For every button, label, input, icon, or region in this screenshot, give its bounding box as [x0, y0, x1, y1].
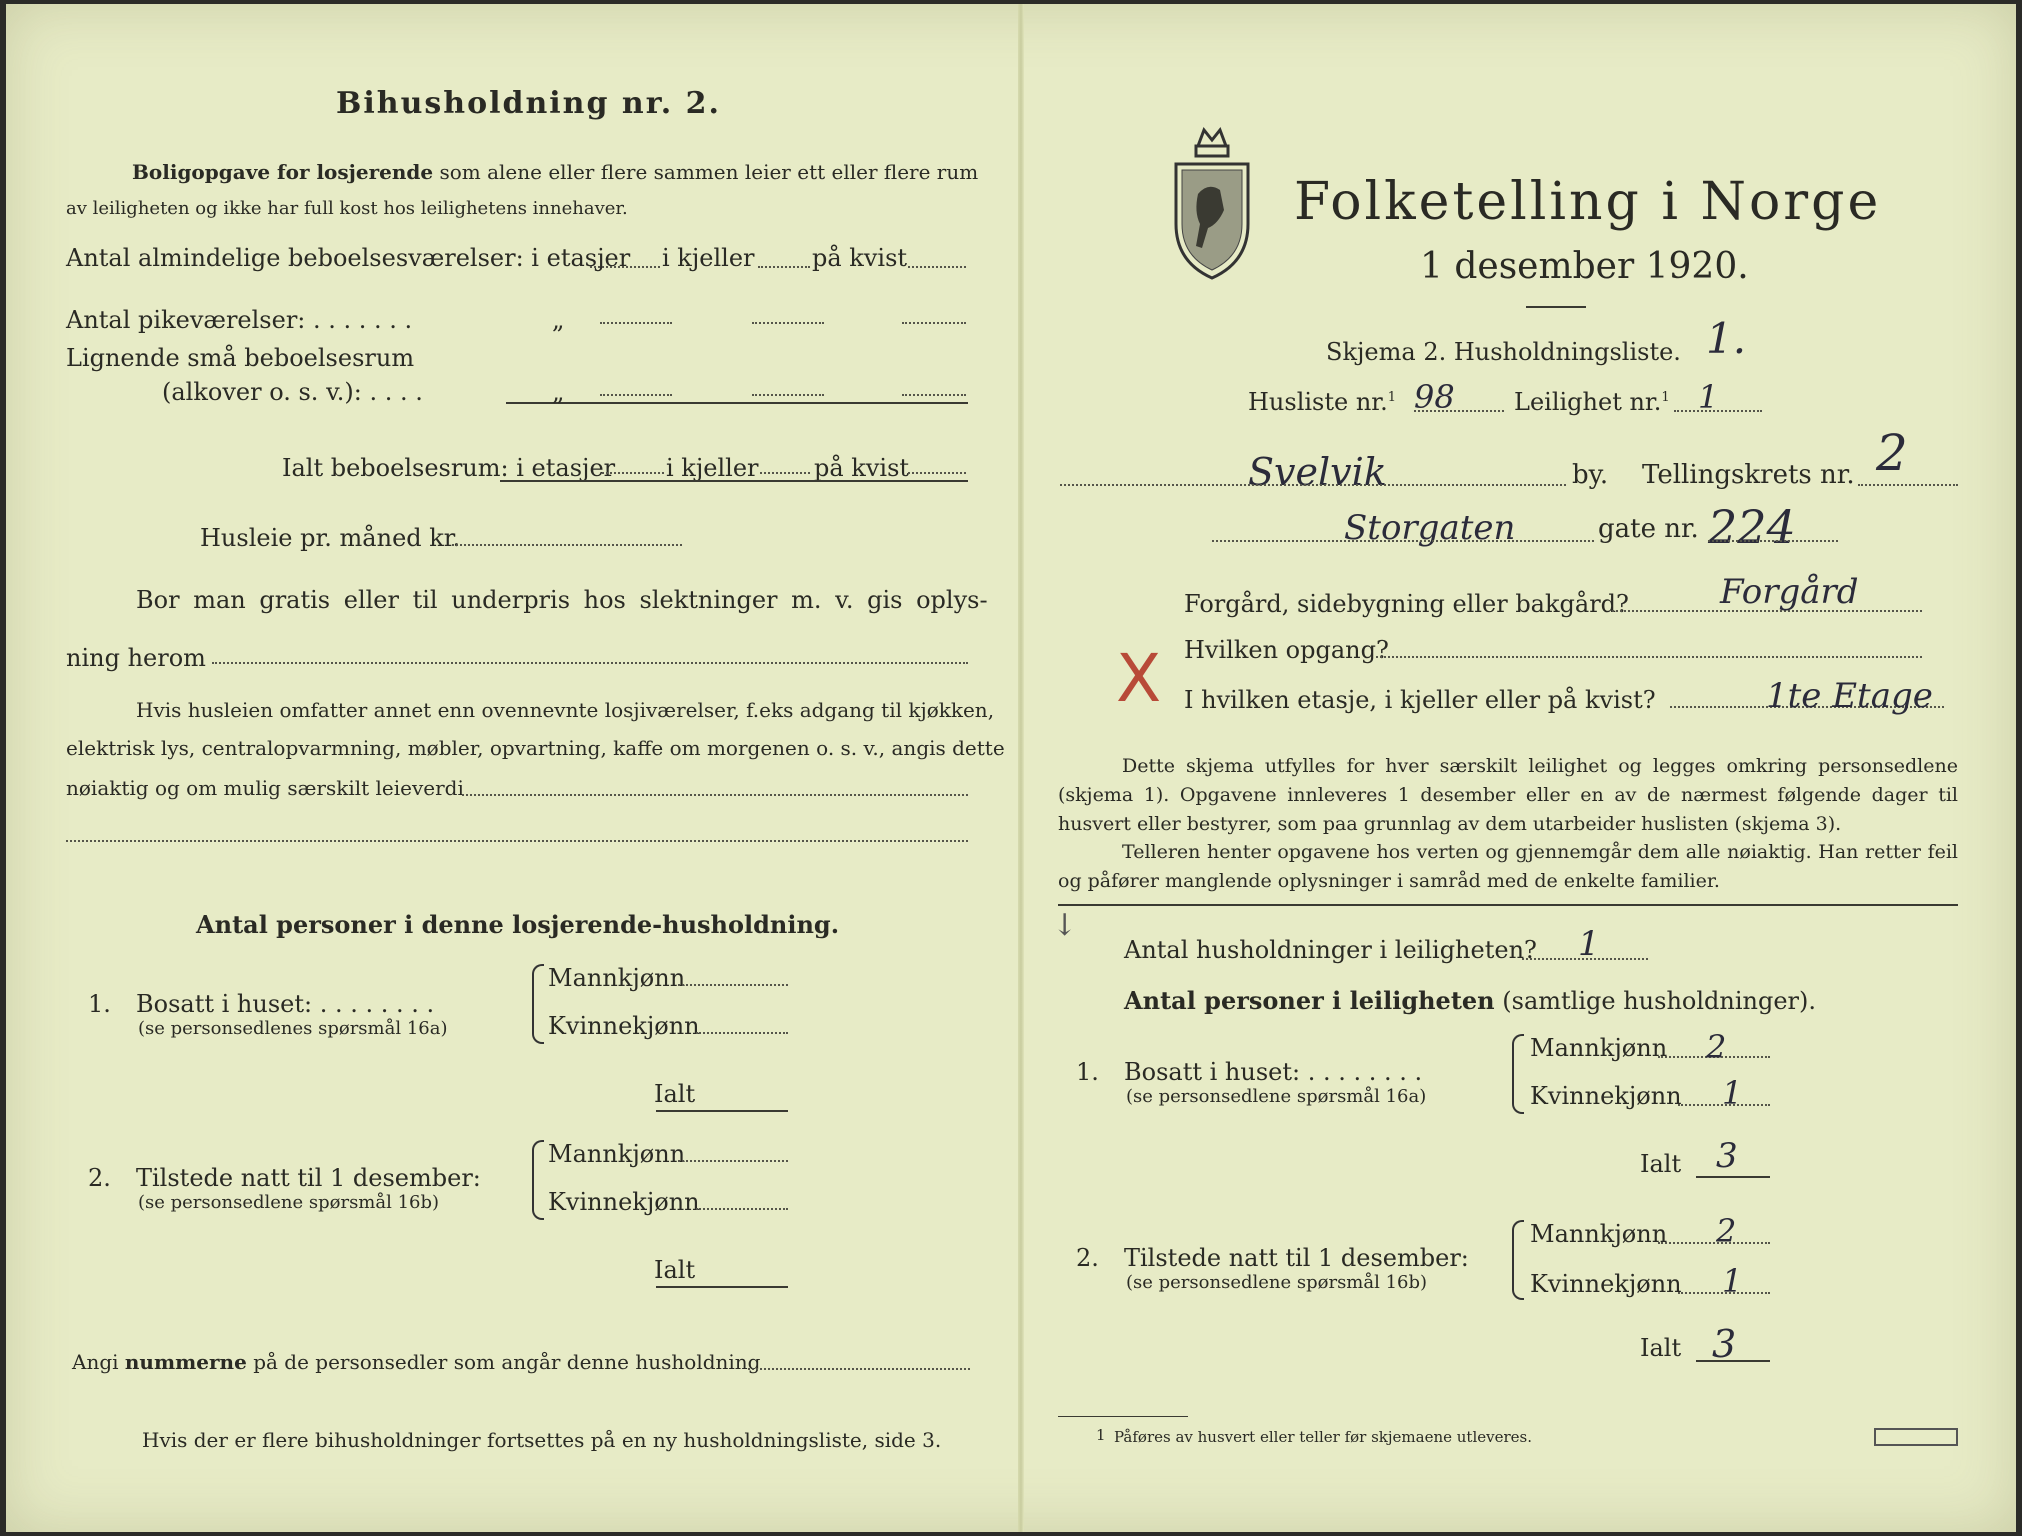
- alkover-underline: [506, 402, 968, 404]
- etasje-label: I hvilken etasje, i kjeller eller på kvist?: [1184, 686, 1656, 714]
- left-q1-kvinne-label: Kvinnekjønn: [548, 1012, 700, 1040]
- left-footer: Hvis der er flere bihusholdninger fortsettes på en ny husholdningsliste, side 3.: [142, 1428, 942, 1452]
- right-q2-mann-value[interactable]: 2: [1716, 1212, 1737, 1250]
- rooms-etasjer-field[interactable]: [590, 266, 660, 268]
- left-q1-ialt-label: Ialt: [654, 1080, 696, 1108]
- ialt-underline: [500, 480, 968, 482]
- alkover-etasjer-field[interactable]: [600, 394, 672, 396]
- left-q2-note: (se personsedlene spørsmål 16b): [138, 1192, 440, 1213]
- left-q1-label: Bosatt i huset: . . . . . . . .: [136, 990, 435, 1018]
- right-q1-mann-value[interactable]: 2: [1706, 1028, 1727, 1066]
- alkover-ditto: „: [552, 378, 565, 406]
- printer-stamp: [1874, 1428, 1958, 1446]
- norway-coat-of-arms-icon: [1168, 124, 1256, 282]
- rooms-label: Antal almindelige beboelsesværelser: i etasjer: [66, 244, 631, 272]
- intro-bold: Boligopgave for losjerende: [132, 160, 434, 184]
- leilighet-sup: 1: [1661, 390, 1670, 405]
- left-q2-kvinne-label: Kvinnekjønn: [548, 1188, 700, 1216]
- krets-field[interactable]: [1858, 484, 1958, 486]
- leieverdi-field[interactable]: [462, 794, 968, 796]
- left-q2-brace: [532, 1140, 544, 1220]
- leilighet-label: [1514, 388, 1670, 416]
- hush-value[interactable]: 1: [1578, 924, 1600, 964]
- census-form-sheet: [6, 4, 2016, 1532]
- hush-label: Antal husholdninger i leiligheten?: [1124, 936, 1537, 964]
- left-q2-label: Tilstede natt til 1 desember:: [136, 1164, 481, 1192]
- intro-line-1: [132, 160, 978, 184]
- ialt-rooms-label: Ialt beboelsesrum: i etasjer: [282, 454, 616, 482]
- husliste-sup: 1: [1387, 390, 1397, 405]
- left-q2-kvinne-field[interactable]: [696, 1208, 788, 1210]
- right-q2-mann-label: Mannkjønn: [1530, 1220, 1668, 1248]
- husliste-field[interactable]: [1414, 410, 1504, 412]
- page-fold: [1018, 4, 1024, 1532]
- right-q2-num: 2.: [1076, 1244, 1099, 1272]
- intro-rest: som alene eller flere sammen leier ett eller flere rum: [439, 160, 979, 184]
- right-q1-ialt-value[interactable]: 3: [1716, 1136, 1738, 1176]
- right-q2-kvinne-value[interactable]: 1: [1722, 1262, 1743, 1300]
- left-q1-brace: [532, 964, 544, 1044]
- by-field[interactable]: [1060, 484, 1566, 486]
- instructions-2: Telleren henter opgavene hos verten og gjennemgår dem alle nøiaktig. Han retter feil og påfører manglende oplysninger i samråd med de enkelte familier.: [1058, 841, 1958, 892]
- pike-etasjer-field[interactable]: [600, 322, 672, 324]
- krets-label: Tellingskrets nr.: [1642, 460, 1855, 490]
- left-persons-heading: Antal personer i denne losjerende-husholdning.: [196, 910, 840, 939]
- right-q1-kvinne-label: Kvinnekjønn: [1530, 1082, 1682, 1110]
- alkover-label: (alkover o. s. v.): . . . .: [162, 378, 423, 406]
- left-q1-note: (se personsedlenes spørsmål 16a): [138, 1018, 448, 1039]
- right-title: Folketelling i Norge: [1294, 172, 1882, 232]
- left-q1-ialt-field[interactable]: [656, 1110, 788, 1112]
- right-q2-brace: [1512, 1220, 1524, 1300]
- right-persons-heading-bold: Antal personer i leiligheten: [1124, 986, 1495, 1015]
- husliste-value[interactable]: 98: [1414, 378, 1455, 416]
- intro-line-2: av leiligheten og ikke har full kost hos leilighetens innehaver.: [66, 198, 628, 219]
- gratis-line-2: ning herom: [66, 644, 206, 672]
- rooms-kjeller-label: i kjeller: [662, 244, 755, 272]
- husleie-label: Husleie pr. måned kr.: [200, 524, 461, 552]
- husliste-label-text: Husliste nr.: [1248, 388, 1388, 416]
- opgang-field[interactable]: [1376, 656, 1922, 658]
- gate-nr-field[interactable]: [1708, 540, 1838, 542]
- skjema-hand-number: 1.: [1706, 314, 1747, 363]
- title-rule: [1526, 306, 1586, 308]
- gratis-line-1: Bor man gratis eller til underpris hos slektninger m. v. gis oplys-: [136, 586, 988, 614]
- footnote-num: 1: [1096, 1426, 1106, 1444]
- lignende-label: Lignende små beboelsesrum: [66, 344, 415, 372]
- footnote: Påføres av husvert eller teller før skjemaene utleveres.: [1114, 1428, 1532, 1446]
- left-q1-kvinne-field[interactable]: [696, 1032, 788, 1034]
- left-q1-mann-label: Mannkjønn: [548, 964, 686, 992]
- ialt-kjeller-label: i kjeller: [666, 454, 759, 482]
- left-q2-mann-label: Mannkjønn: [548, 1140, 686, 1168]
- gate-nr-value[interactable]: 224: [1708, 500, 1796, 554]
- ialt-kjeller-field[interactable]: [760, 472, 810, 474]
- skjema-label: Skjema 2. Husholdningsliste.: [1326, 338, 1681, 366]
- right-q1-brace: [1512, 1034, 1524, 1114]
- gate-label: gate nr.: [1598, 514, 1699, 544]
- left-q2-num: 2.: [88, 1164, 111, 1192]
- left-q2-mann-field[interactable]: [678, 1160, 788, 1162]
- left-title: Bihusholdning nr. 2.: [336, 86, 721, 121]
- red-pencil-mark: X: [1116, 640, 1162, 717]
- right-q1-ialt-label: Ialt: [1640, 1150, 1682, 1178]
- left-q1-num: 1.: [88, 990, 111, 1018]
- alkover-kvist-field[interactable]: [902, 394, 966, 396]
- husleie-note-2: elektrisk lys, centralopvarmning, møbler, opvartning, kaffe om morgenen o. s. v., angis dette: [66, 736, 1005, 760]
- pike-label: Antal pikeværelser: . . . . . . .: [66, 306, 413, 334]
- rooms-kvist-label: på kvist: [812, 244, 908, 272]
- angi-bold: nummerne: [124, 1350, 247, 1374]
- pike-ditto: „: [552, 306, 565, 334]
- gate-field[interactable]: [1212, 540, 1594, 542]
- by-value[interactable]: Svelvik: [1248, 450, 1387, 494]
- right-q2-mann-field[interactable]: [1658, 1242, 1770, 1244]
- right-q1-note: (se personsedlene spørsmål 16a): [1126, 1086, 1427, 1107]
- husleie-note-1: Hvis husleien omfatter annet enn ovennevnte losjiværelser, f.eks adgang til kjøkken,: [136, 698, 995, 722]
- gate-value[interactable]: Storgaten: [1344, 508, 1516, 548]
- census-date: 1 desember 1920.: [1420, 246, 1749, 287]
- ialt-etasjer-field[interactable]: [602, 472, 664, 474]
- right-q1-ialt-field[interactable]: [1696, 1176, 1770, 1178]
- right-q1-num: 1.: [1076, 1058, 1099, 1086]
- forgaard-label: Forgård, sidebygning eller bakgård?: [1184, 590, 1629, 618]
- footnote-rule: [1058, 1416, 1188, 1417]
- leieverdi-field-2[interactable]: [66, 840, 968, 842]
- pike-kvist-field[interactable]: [902, 322, 966, 324]
- angi-line: [72, 1350, 760, 1374]
- leilighet-field[interactable]: [1674, 410, 1762, 412]
- rooms-kjeller-field[interactable]: [758, 266, 810, 268]
- right-q1-mann-label: Mannkjønn: [1530, 1034, 1668, 1062]
- leilighet-value[interactable]: 1: [1698, 378, 1719, 416]
- left-q2-ialt-label: Ialt: [654, 1256, 696, 1284]
- right-persons-heading: [1124, 986, 1816, 1015]
- angi-pre: Angi: [72, 1350, 119, 1374]
- forgaard-value[interactable]: Forgård: [1720, 572, 1859, 612]
- by-label: by.: [1572, 460, 1609, 490]
- right-q2-label: Tilstede natt til 1 desember:: [1124, 1244, 1469, 1272]
- ialt-kvist-field[interactable]: [908, 472, 966, 474]
- right-q1-kvinne-value[interactable]: 1: [1722, 1074, 1743, 1112]
- right-q1-label: Bosatt i huset: . . . . . . . .: [1124, 1058, 1423, 1086]
- rooms-kvist-field[interactable]: [908, 266, 966, 268]
- husleie-note-3: nøiaktig og om mulig særskilt leieverdi: [66, 776, 464, 800]
- opgang-label: Hvilken opgang?: [1184, 636, 1389, 664]
- right-q2-note: (se personsedlene spørsmål 16b): [1126, 1272, 1428, 1293]
- alkover-kjeller-field[interactable]: [752, 394, 824, 396]
- krets-value[interactable]: 2: [1876, 424, 1908, 482]
- husleie-field[interactable]: [452, 544, 682, 546]
- right-q2-kvinne-label: Kvinnekjønn: [1530, 1270, 1682, 1298]
- husliste-label: [1248, 388, 1396, 416]
- instructions-rule: [1058, 904, 1958, 906]
- instructions-1: Dette skjema utfylles for hver særskilt leilighet og legges omkring personsedlene (skjema 1). Opgavene innleveres 1 desember eller en av de nærmest følgende dager til husvert eller bestyrer, som paa grunnlag av dem utarbeider huslisten (skjema 3).: [1058, 755, 1958, 835]
- hush-field[interactable]: [1522, 958, 1648, 960]
- down-arrow-icon: ↓: [1052, 908, 1078, 943]
- right-persons-heading-rest: (samtlige husholdninger).: [1502, 987, 1817, 1015]
- etasje-value[interactable]: 1te Etage: [1766, 676, 1933, 716]
- leilighet-label-text: Leilighet nr.: [1514, 388, 1662, 416]
- angi-rest: på de personsedler som angår denne husholdning: [253, 1350, 761, 1374]
- right-q2-ialt-label: Ialt: [1640, 1334, 1682, 1362]
- gratis-field[interactable]: [212, 662, 968, 664]
- angi-field[interactable]: [748, 1368, 970, 1370]
- ialt-kvist-label: på kvist: [814, 454, 910, 482]
- left-q2-ialt-field[interactable]: [656, 1286, 788, 1288]
- left-q1-mann-field[interactable]: [678, 984, 788, 986]
- pike-kjeller-field[interactable]: [752, 322, 824, 324]
- right-q2-ialt-value[interactable]: 3: [1712, 1322, 1737, 1366]
